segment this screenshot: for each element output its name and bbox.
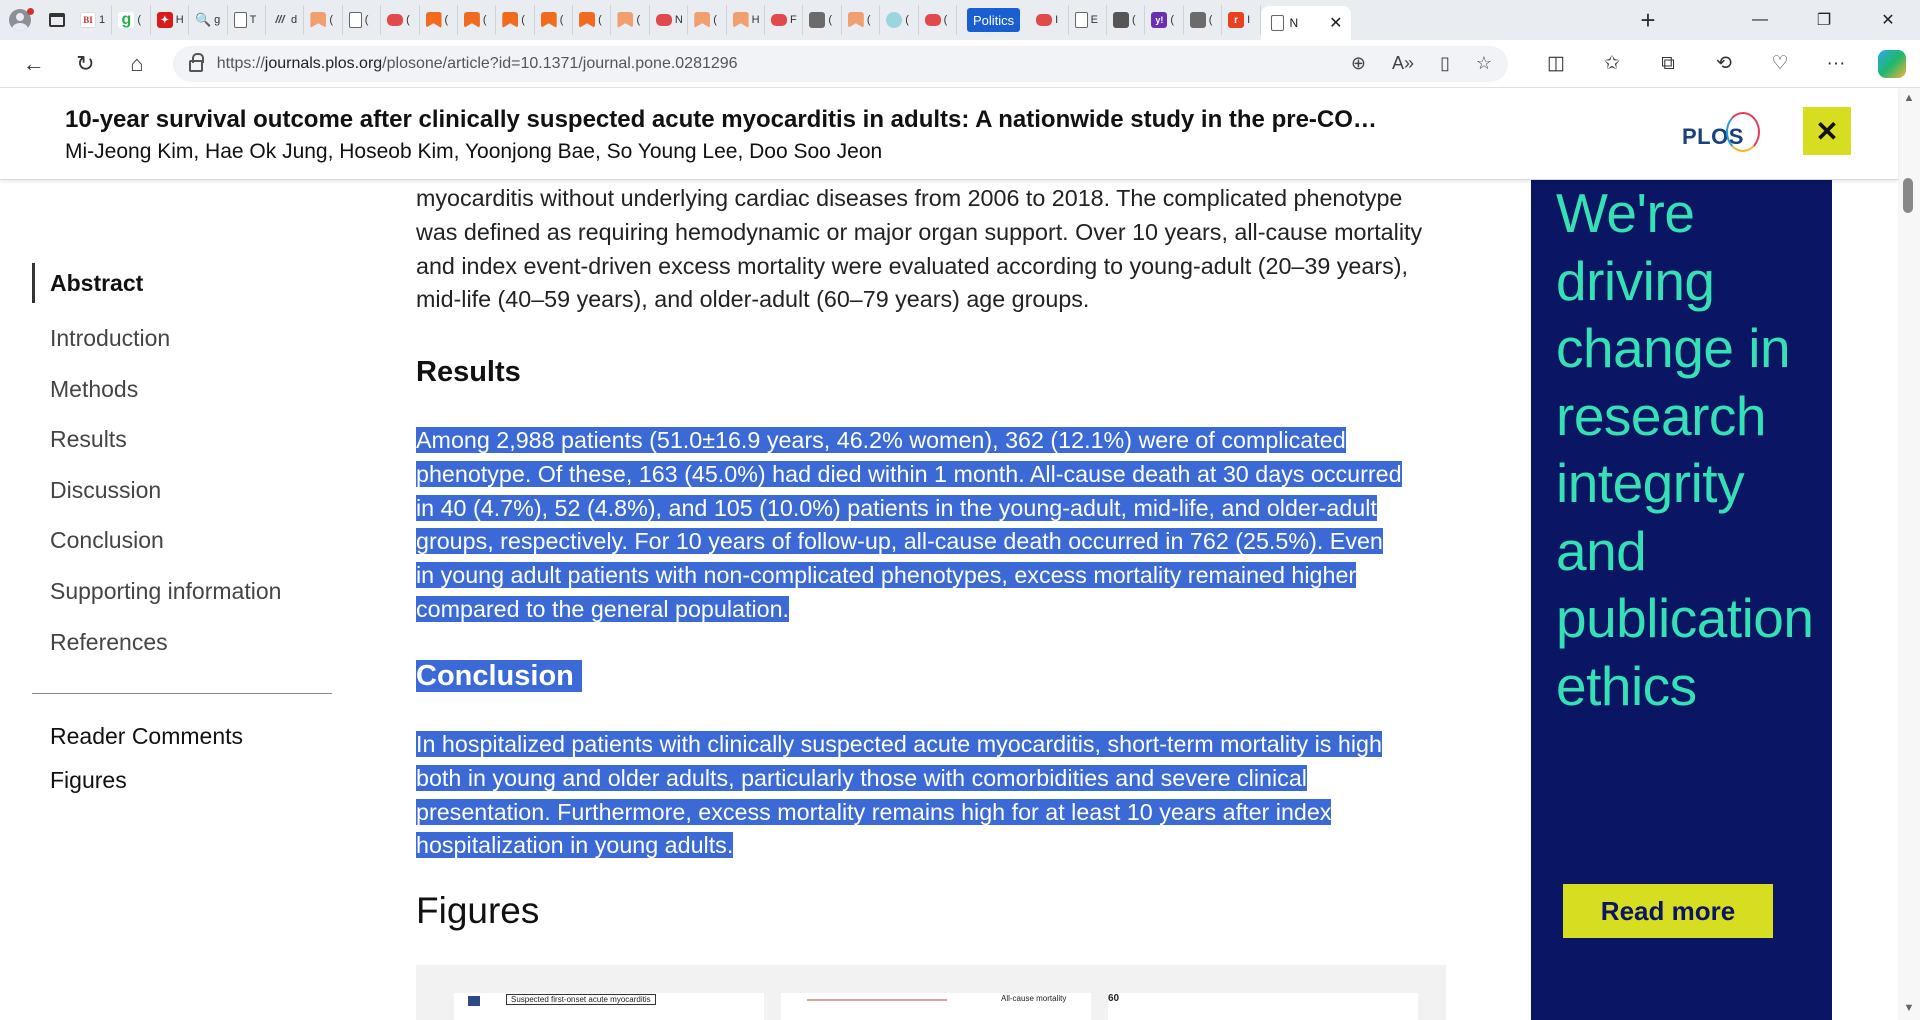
tab-bar <box>0 0 1920 40</box>
tab-label: ( <box>713 14 717 26</box>
selected-text-line: in 40 (4.7%), 52 (4.8%), and 105 (10.0%) patients in the young-adult, mid-life, and older-adult <box>416 494 1377 521</box>
selected-text-line: in young adult patients with non-complicated phenotypes, excess mortality remained higher <box>416 562 1357 589</box>
browser-tab-5[interactable] <box>266 5 304 35</box>
tab-label: ( <box>559 14 564 26</box>
browser-tab-0[interactable] <box>74 5 112 35</box>
doc-favicon-icon <box>234 12 247 28</box>
browser-tab-17[interactable] <box>727 5 765 35</box>
bookmark-lt-favicon-icon <box>733 12 749 28</box>
yt-favicon-icon <box>925 14 941 26</box>
article-nav <box>32 258 332 802</box>
refresh-button[interactable]: ↻ <box>76 50 95 76</box>
tab-label: d <box>290 14 298 26</box>
selected-text-line: presentation. Furthermore, excess mortality remains high for at least 10 years after index <box>416 798 1332 825</box>
new-tab-button[interactable]: + <box>1640 4 1656 35</box>
browser-tab-21[interactable] <box>880 5 918 35</box>
after-tab-1[interactable] <box>1069 5 1107 35</box>
figure-thumbnail-3[interactable] <box>1108 993 1418 1020</box>
document-favicon-icon <box>1271 15 1284 31</box>
figure-1-label: Suspected first-onset acute myocarditis <box>506 994 656 1005</box>
tab-politics[interactable]: Politics <box>967 8 1020 32</box>
author-list[interactable]: Mi-Jeong Kim, Hae Ok Jung, Hoseob Kim, Yoonjong Bae, So Young Lee, Doo Soo Jeon <box>65 140 883 163</box>
after-tab-0[interactable] <box>1030 5 1068 35</box>
mono-favicon-icon: /// <box>275 14 285 26</box>
tab-label: T <box>249 14 257 26</box>
selected-text-line: In hospitalized patients with clinically suspected acute myocarditis, short-term mortality is high <box>416 731 1382 757</box>
nav-item-abstract[interactable]: Abstract <box>32 263 332 303</box>
browser-tab-12[interactable] <box>535 5 573 35</box>
lock-icon <box>189 60 203 72</box>
selected-text-line: hospitalization in young adults. <box>416 832 734 859</box>
nav-link-reader-comments[interactable]: Reader Comments <box>50 723 244 750</box>
back-button[interactable]: ← <box>22 50 45 76</box>
notification-dot <box>27 8 34 15</box>
history-icon[interactable]: ⟲ <box>1716 53 1732 74</box>
after-tab-3[interactable] <box>1145 5 1183 35</box>
url-host: journals.plos.org <box>264 54 383 72</box>
after-tab-4[interactable] <box>1184 5 1222 35</box>
health-icon[interactable]: ♡ <box>1771 53 1789 74</box>
tab-label: ( <box>598 14 602 26</box>
nav-item-references[interactable]: References <box>50 628 168 655</box>
methods-paragraph: myocarditis without underlying cardiac diseases from 2006 to 2018. The complicated phenotype was defined as requiring hemodynamic or major organ support. Over 10 years, all-cause mortality and index event-driven excess mortality were evaluated according to young-adult (20–39 years), mid-life (40–59 years), and older-adult (60–79 years) age groups. <box>416 185 1423 313</box>
browser-tab-3[interactable] <box>189 5 227 35</box>
copilot-icon <box>1878 50 1906 78</box>
red-favicon-icon: ✦ <box>157 12 173 28</box>
window-controls <box>1728 0 1920 40</box>
nav-item-conclusion[interactable]: Conclusion <box>50 527 164 554</box>
tab-label: I <box>1247 14 1251 26</box>
url-scheme: https:// <box>216 54 265 72</box>
tab-label: ( <box>1208 14 1213 26</box>
tab-label: H <box>175 14 184 26</box>
url-text[interactable] <box>217 55 1337 73</box>
split-screen-icon[interactable]: ◫ <box>1547 53 1565 74</box>
browser-tab-22[interactable] <box>919 5 957 35</box>
tab-label: ( <box>636 14 641 26</box>
bookmark-favicon-icon <box>464 12 480 28</box>
reddit-favicon-icon: r <box>1228 12 1244 28</box>
read-aloud-icon[interactable]: A» <box>1391 53 1414 73</box>
scroll-down-arrow-icon[interactable]: ▼ <box>1903 1002 1915 1014</box>
bookmark-favicon-icon <box>541 12 557 28</box>
conclusion-heading: Conclusion <box>416 660 582 692</box>
browser-tab-11[interactable] <box>496 5 534 35</box>
figure-3-axis-label: 60 <box>1108 993 1120 1004</box>
tab-label: I <box>1055 14 1059 26</box>
tab-label: ( <box>1170 14 1175 26</box>
tab-label: ( <box>482 14 487 26</box>
tab-label: E <box>1090 14 1098 26</box>
nav-item-discussion[interactable]: Discussion <box>50 476 162 503</box>
browser-tab-7[interactable] <box>343 5 381 35</box>
tab-label: N <box>674 14 683 26</box>
tab-label: ( <box>1131 14 1136 26</box>
tab-label: ( <box>828 14 833 26</box>
nav-item-supporting-information[interactable]: Supporting information <box>50 577 282 604</box>
bookmark-favicon-icon <box>502 12 518 28</box>
address-toolbar <box>0 40 1920 88</box>
nav-divider <box>32 693 332 694</box>
gray-favicon-icon <box>1190 12 1206 28</box>
after-tab-5[interactable] <box>1222 5 1260 35</box>
bookmark-lt-favicon-icon <box>694 12 710 28</box>
browser-tab-10[interactable] <box>458 5 496 35</box>
results-paragraph <box>416 424 1446 627</box>
tab-label: ( <box>943 14 948 26</box>
nav-link-figures[interactable]: Figures <box>50 767 127 794</box>
g-favicon-icon: g <box>118 12 134 28</box>
copilot-button[interactable] <box>1864 44 1920 84</box>
tab-label: ( <box>866 14 871 26</box>
bookmark-lt-favicon-icon <box>310 12 326 28</box>
browser-tab-9[interactable] <box>420 5 458 35</box>
yt-favicon-icon <box>771 14 787 26</box>
selected-text-line: both in young and older adults, particularly those with comorbidities and severe clinical <box>416 764 1307 791</box>
page-scrollbar[interactable] <box>1898 88 1920 1020</box>
figure-1-mark <box>468 996 480 1006</box>
close-window-button[interactable]: ✕ <box>1881 12 1895 29</box>
browser-tab-15[interactable] <box>650 5 688 35</box>
selected-text-line: phenotype. Of these, 163 (45.0%) had died within 1 month. All-cause death at 30 days occurred <box>416 460 1402 487</box>
tab-label: ( <box>364 14 369 26</box>
results-heading: Results <box>416 356 521 388</box>
tab-label: ( <box>137 14 142 26</box>
tab-label: ( <box>905 14 909 26</box>
photo-favicon-icon <box>1113 12 1129 28</box>
nav-item-results[interactable]: Results <box>50 426 127 453</box>
browser-tab-16[interactable] <box>688 5 726 35</box>
gray-favicon-icon <box>809 12 825 28</box>
bookmark-lt-favicon-icon <box>617 12 633 28</box>
bookmark-lt-favicon-icon <box>848 12 864 28</box>
bookmark-favicon-icon <box>579 12 595 28</box>
search-favicon-icon: 🔍 <box>195 12 212 27</box>
tab-label: g <box>214 14 221 26</box>
doc-favicon-icon <box>1075 12 1088 28</box>
browser-tab-18[interactable] <box>765 5 803 35</box>
profile-button[interactable] <box>0 0 40 40</box>
tab-label: ( <box>444 14 449 26</box>
close-header-button[interactable]: ✕ <box>1803 107 1851 155</box>
active-tab-label: N <box>1289 16 1299 30</box>
url-path: /plosone/article?id=10.1371/journal.pone.0281296 <box>382 54 738 72</box>
plos-logo-text: PLOS <box>1682 124 1744 149</box>
favorite-star-icon[interactable]: ☆ <box>1475 53 1493 73</box>
selected-text-line: Among 2,988 patients (51.0±16.9 years, 46.2% women), 362 (12.1%) were of complicated <box>416 427 1346 453</box>
nav-item-introduction[interactable]: Introduction <box>50 325 171 351</box>
figures-carousel[interactable] <box>416 965 1446 1020</box>
figure-2-label: All-cause mortality <box>1001 994 1067 1003</box>
plos-logo[interactable] <box>1682 108 1760 158</box>
tab-label: ( <box>521 14 525 26</box>
yt-favicon-icon <box>656 14 672 26</box>
browser-tab-2[interactable] <box>151 5 189 35</box>
figure-thumbnail-2[interactable] <box>781 993 1091 1020</box>
address-bar[interactable] <box>173 46 1508 82</box>
article-sticky-header <box>0 88 1898 180</box>
browser-tab-13[interactable] <box>573 5 611 35</box>
yt-favicon-icon <box>387 14 403 26</box>
browser-tab-20[interactable] <box>842 5 880 35</box>
selected-text-line: compared to the general population. <box>416 595 790 622</box>
browser-tab-14[interactable] <box>611 5 649 35</box>
browser-tab-8[interactable] <box>381 5 419 35</box>
page-viewport <box>0 88 1920 1020</box>
figures-heading: Figures <box>416 890 540 931</box>
active-tab[interactable] <box>1261 6 1351 40</box>
selected-text-line: groups, respectively. For 10 years of follow-up, all-cause death occurred in 762 (25.5%). Even <box>416 528 1383 555</box>
more-menu-icon[interactable]: ··· <box>1826 52 1846 74</box>
tab-label: 1 <box>99 14 106 26</box>
tab-actions-button[interactable] <box>40 0 74 40</box>
zoom-icon[interactable]: ⊕ <box>1350 53 1366 73</box>
nav-item-methods[interactable]: Methods <box>50 375 139 402</box>
collections-icon[interactable]: ⧉ <box>1661 52 1675 74</box>
tab-label: ( <box>329 14 334 26</box>
close-tab-icon[interactable]: ✕ <box>1329 15 1343 32</box>
tab-actions-icon <box>49 13 65 27</box>
yt-favicon-icon <box>1036 14 1052 26</box>
tab-strip <box>74 0 1628 40</box>
favorites-icon[interactable]: ✩ <box>1604 53 1620 74</box>
scroll-up-arrow-icon[interactable]: ▲ <box>1903 92 1915 104</box>
teal-favicon-icon <box>886 12 902 28</box>
bookmark-favicon-icon <box>426 12 442 28</box>
tab-label: H <box>751 14 760 26</box>
bi-favicon-icon: BI <box>80 12 96 28</box>
read-more-button[interactable]: Read more <box>1563 884 1773 938</box>
tab-label: F <box>790 14 797 26</box>
figure-thumbnail-1[interactable] <box>454 993 764 1020</box>
conclusion-paragraph <box>416 728 1446 863</box>
browser-tab-6[interactable] <box>304 5 342 35</box>
browser-tab-19[interactable] <box>803 5 841 35</box>
yahoo-favicon-icon: y! <box>1151 12 1167 28</box>
advertisement-banner[interactable] <box>1531 180 1832 1020</box>
restore-button[interactable]: ❐ <box>1816 12 1832 29</box>
immersive-reader-icon[interactable]: ▯ <box>1439 53 1450 73</box>
article-title: 10-year survival outcome after clinically suspected acute myocarditis in adults: A nationwide study in the pre-CO… <box>65 106 1377 133</box>
browser-tab-4[interactable] <box>228 5 266 35</box>
plos-swirl-icon <box>1726 112 1760 152</box>
minimize-button[interactable]: — <box>1752 11 1768 28</box>
scroll-thumb[interactable] <box>1903 178 1913 213</box>
figure-2-line <box>807 999 947 1001</box>
doc-favicon-icon <box>349 12 362 28</box>
home-button[interactable]: ⌂ <box>130 50 144 76</box>
after-tab-2[interactable] <box>1107 5 1145 35</box>
ad-headline: We're driving change in research integrity and publication ethics <box>1556 182 1814 717</box>
tab-label: ( <box>406 14 410 26</box>
browser-tab-1[interactable] <box>112 5 150 35</box>
